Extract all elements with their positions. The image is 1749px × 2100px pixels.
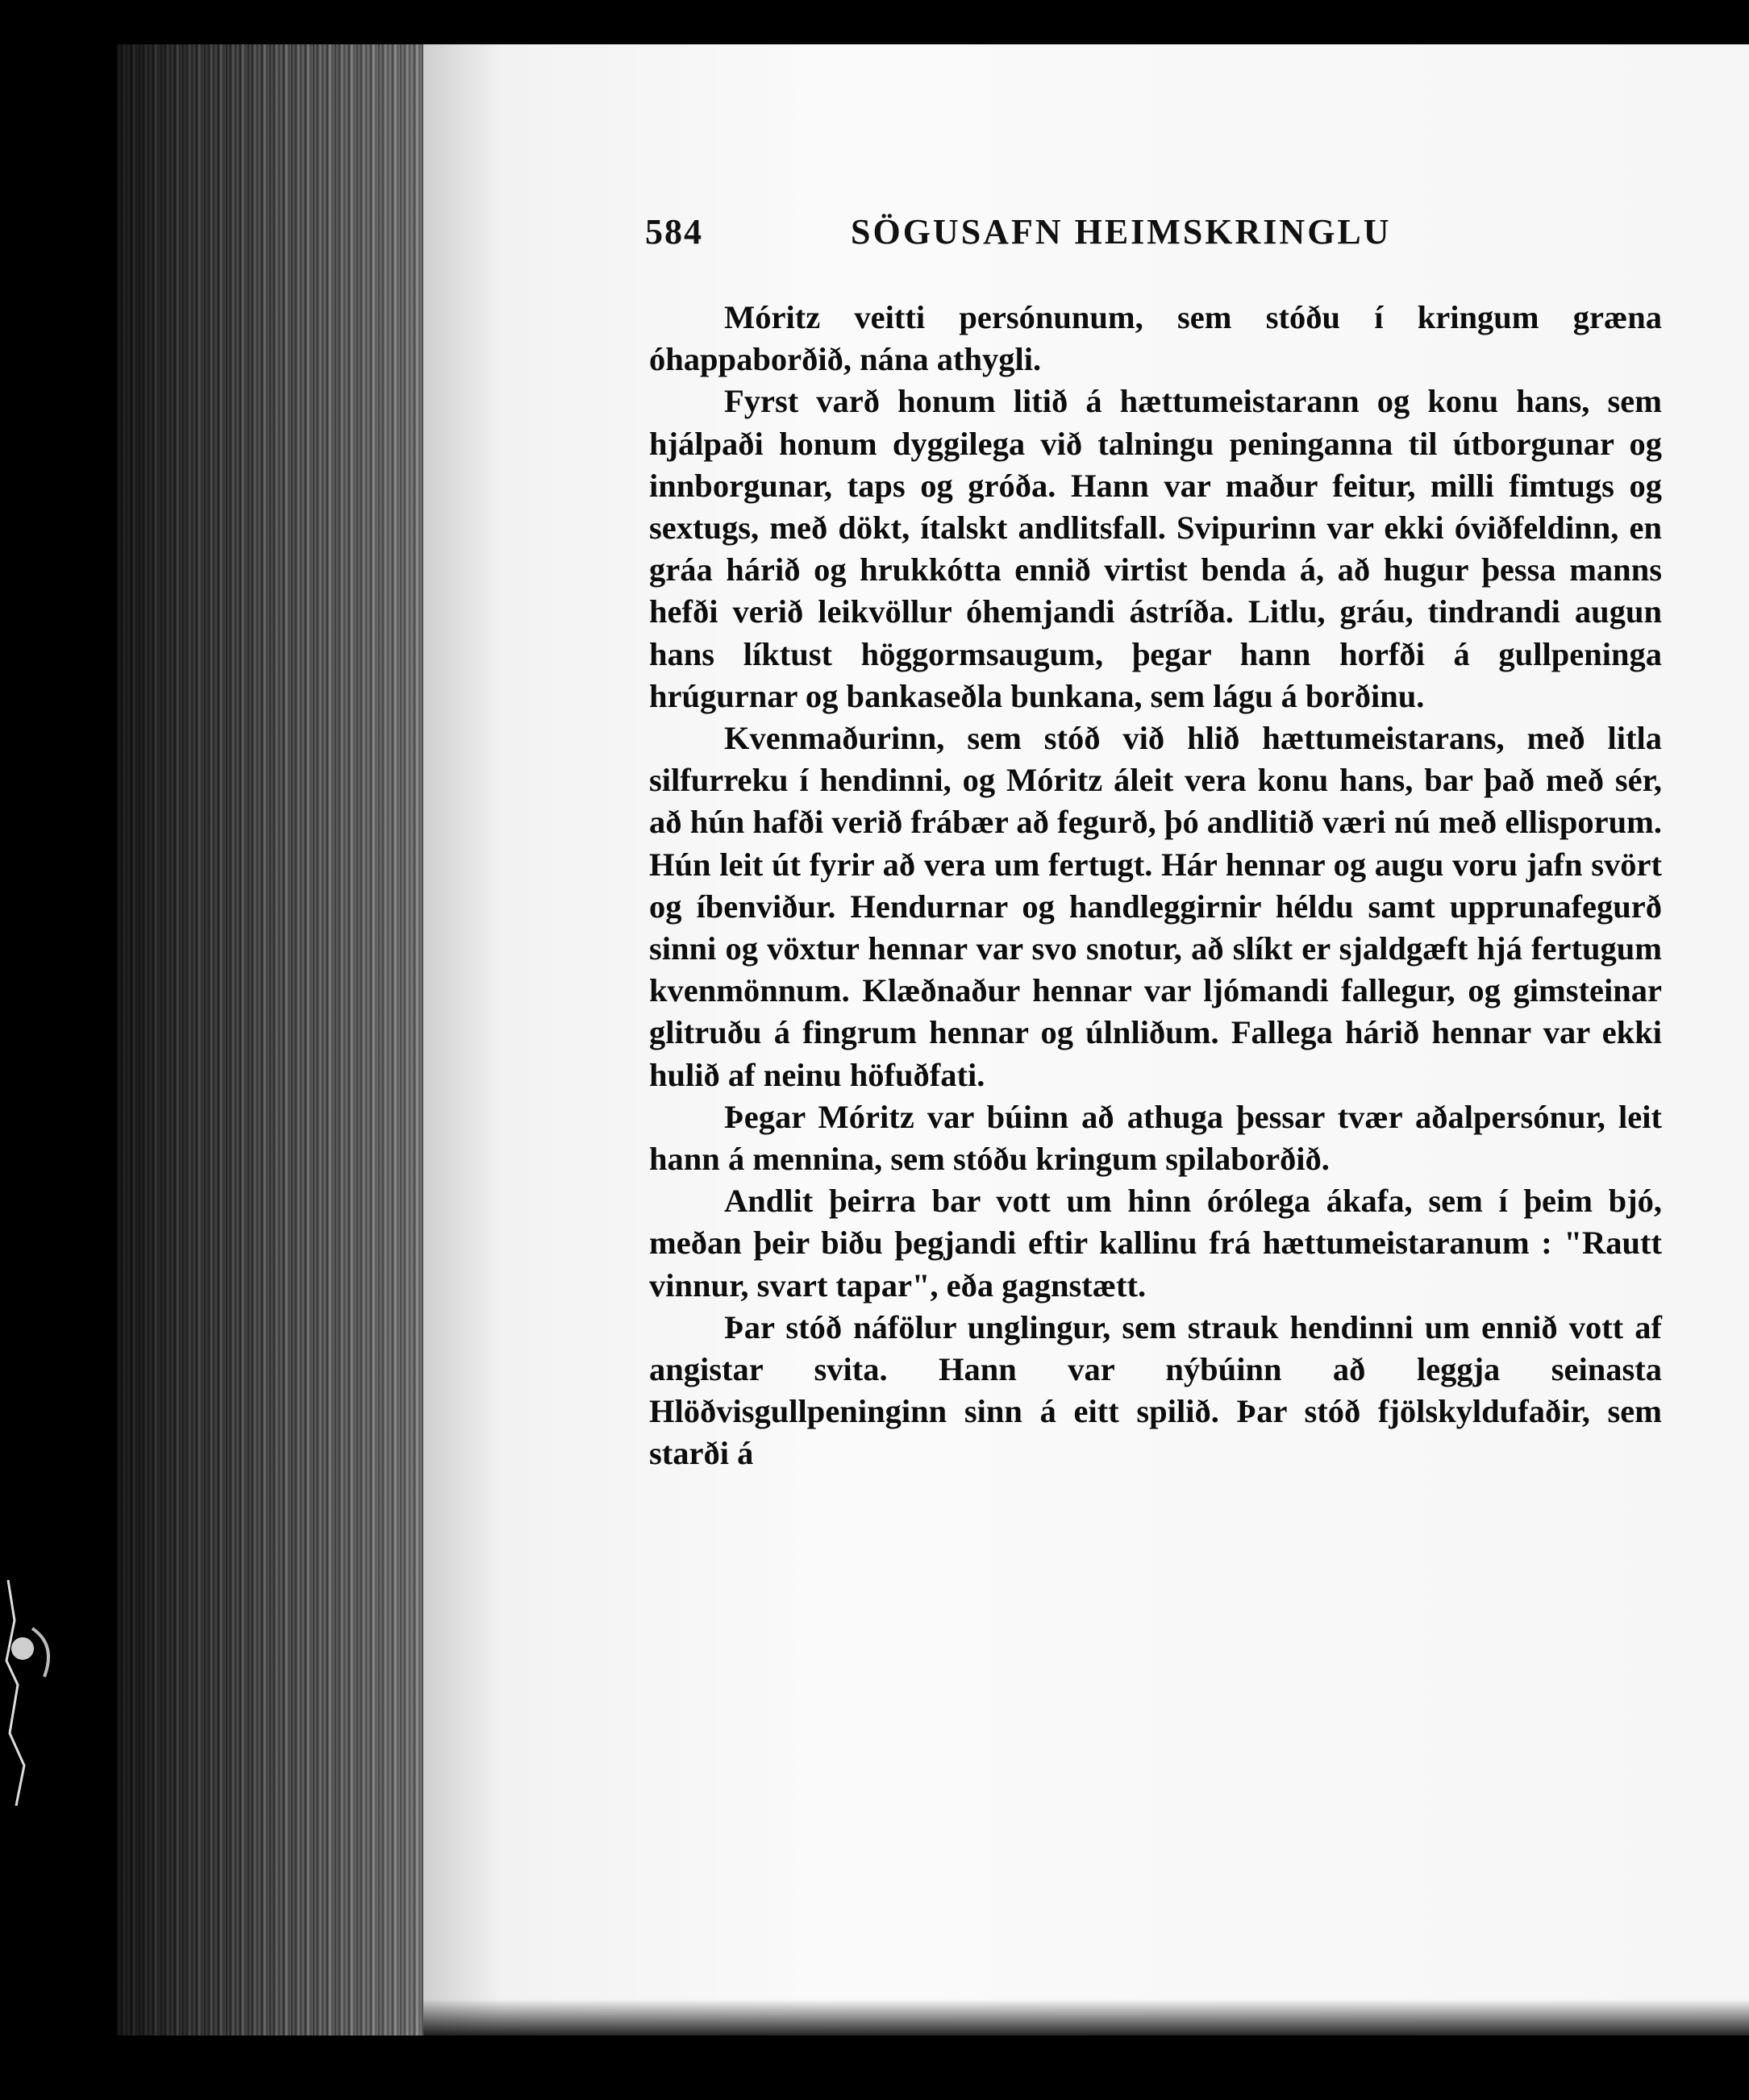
paragraph: Þegar Móritz var búinn að athuga þessar tvær aðalpersónur, leit hann á mennina, sem stóðu kringum spilaborðið. [649, 1098, 1662, 1178]
paragraph: Andlit þeirra bar vott um hinn órólega ákafa, sem í þeim bjó, meðan þeir biðu þegjandi eftir kallinu frá hættumeistaranum : "Rautt vinnur, svart tapar", eða gagnstætt. [649, 1183, 1662, 1304]
paragraph: Þar stóð náfölur unglingur, sem strauk hendinni um ennið vott af angistar svita. Hann var nýbúinn að leggja seinasta Hlöðvisgullpeninginn sinn á eitt spilið. Þar stóð fjölskyldufaðir, sem starði á [649, 1308, 1662, 1472]
running-head [645, 211, 1484, 260]
page-edges [117, 44, 423, 2036]
paragraph: Fyrst varð honum litið á hættumeistarann og konu hans, sem hjálpaði honum dyggilega við talningu peninganna til útborgunar og innborgunar, taps og gróða. Hann var maður feitur, milli fimtugs og sextugs, með dökt, ítalskt andlitsfall. Svipurinn var ekki óviðfeldinn, en gráa hárið og hrukkótta ennið virtist benda á, að hugur þessa manns hefði verið leikvöllur óhemjandi ástríða. Litlu, gráu, tindrandi augun hans líktust höggormsaugum, þegar hann horfði á gullpeninga hrúgurnar og bankaseðla bunkana, sem lágu á borðinu. [649, 383, 1662, 714]
paragraph: Kvenmaðurinn, sem stóð við hlið hættumeistarans, með litla silfurreku í hendinni, og Móritz áleit vera konu hans, bar það með sér, að hún hafði verið frábær að fegurð, þó andlitið væri nú með ellisporum. Hún leit út fyrir að vera um fertugt. Hár hennar og augu voru jafn svört og íbenviður. Hendurnar og handleggirnir héldu samt upprunafegurð sinni og vöxtur hennar var svo snotur, að slíkt er sjaldgæft hjá fertugum kvenmönnum. Klæðnaður hennar var ljómandi fallegur, og gimsteinar glitruðu á fingrum hennar og úlnliðum. Fallega hárið hennar var ekki hulið af neinu höfuðfati. [649, 720, 1662, 1093]
paragraph: Móritz veitti persónunum, sem stóðu í kringum græna óhappaborðið, nána athygli. [649, 299, 1662, 378]
page-number: 584 [645, 212, 703, 252]
page-title: SÖGUSAFN HEIMSKRINGLU [851, 212, 1392, 252]
scan-artifact-icon [0, 1572, 81, 1814]
page-bottom-shadow [423, 1999, 1749, 2036]
body-text [649, 297, 1662, 1475]
